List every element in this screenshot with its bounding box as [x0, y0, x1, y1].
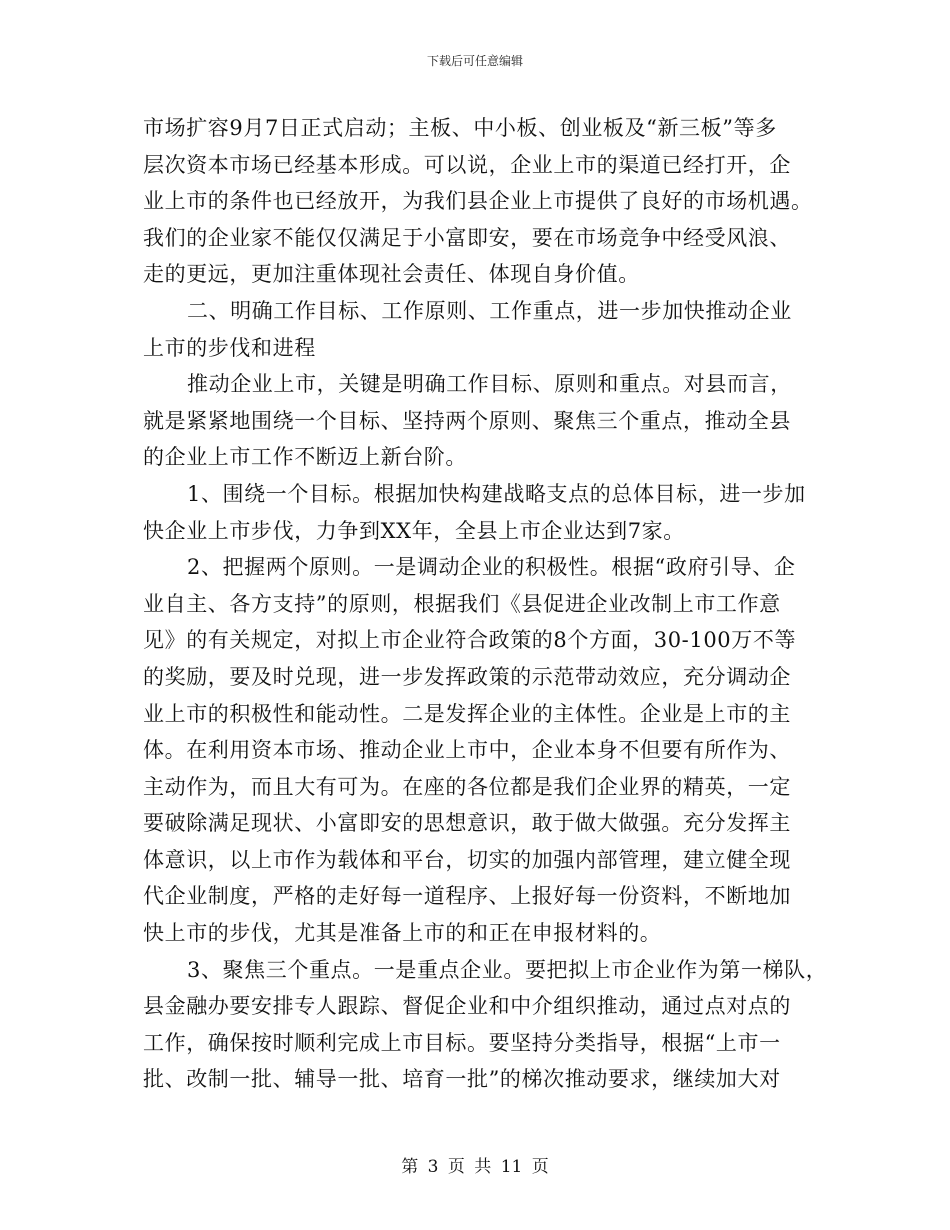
text-line: 体。在利用资本市场、推动企业上市中，企业本身不但要有所作为、 [143, 738, 791, 763]
page-header: 下载后可任意编辑 [426, 54, 523, 68]
text-line: 工作，确保按时顺利完成上市目标。要坚持分类指导，根据“上市一 [143, 1030, 781, 1055]
text-line: 走的更远，更加注重体现社会责任、体现自身价值。 [143, 262, 640, 287]
text-line: 我们的企业家不能仅仅满足于小富即安，要在市场竞争中经受风浪、 [143, 225, 791, 250]
text-line: 推动企业上市，关键是明确工作目标、原则和重点。对县而言， [187, 372, 792, 397]
text-line: 快企业上市步伐，力争到XX年，全县上市企业达到7家。 [143, 518, 685, 543]
text-line: 1、围绕一个目标。根据加快构建战略支点的总体目标，进一步加 [187, 481, 806, 506]
text-line: 的企业上市工作不断迈上新台阶。 [143, 445, 467, 470]
text-line: 上市的步伐和进程 [143, 335, 316, 360]
text-line: 二、明确工作目标、工作原则、工作重点，进一步加快推动企业 [187, 298, 792, 323]
text-line: 市场扩容9月7日正式启动；主板、中小板、创业板及“新三板”等多 [143, 116, 777, 140]
text-line: 批、改制一批、辅导一批、培育一批”的梯次推动要求，继续加大对 [143, 1067, 781, 1092]
text-line: 体意识，以上市作为载体和平台，切实的加强内部管理，建立健全现 [143, 847, 791, 872]
text-line: 就是紧紧地围绕一个目标、坚持两个原则、聚焦三个重点，推动全县 [143, 408, 791, 433]
document-body [143, 110, 833, 1098]
text-line: 业上市的条件也已经放开，为我们县企业上市提供了良好的市场机遇。 [143, 189, 813, 214]
text-line: 快上市的步伐，尤其是准备上市的和正在申报材料的。 [143, 921, 662, 946]
text-line: 3、聚焦三个重点。一是重点企业。要把拟上市企业作为第一梯队， [187, 957, 828, 982]
text-line: 主动作为，而且大有可为。在座的各位都是我们企业界的精英，一定 [143, 774, 791, 799]
text-line: 见》的有关规定，对拟上市企业符合政策的8个方面，30-100万不等 [143, 628, 797, 653]
text-line: 业上市的积极性和能动性。二是发挥企业的主体性。企业是上市的主 [143, 701, 791, 726]
text-line: 县金融办要安排专人跟踪、督促企业和中介组织推动，通过点对点的 [143, 994, 791, 1019]
text-line: 层次资本市场已经基本形成。可以说，企业上市的渠道已经打开，企 [143, 152, 791, 177]
text-line: 要破除满足现状、小富即安的思想意识，敢于做大做强。充分发挥主 [143, 811, 791, 836]
text-line: 代企业制度，严格的走好每一道程序、上报好每一份资料，不断地加 [143, 884, 791, 909]
text-line: 的奖励，要及时兑现，进一步发挥政策的示范带动效应，充分调动企 [143, 664, 791, 689]
text-line: 2、把握两个原则。一是调动企业的积极性。根据“政府引导、企 [187, 555, 796, 580]
page-footer: 第 3 页 共 11 页 [401, 1157, 549, 1177]
text-line: 业自主、各方支持”的原则，根据我们《县促进企业改制上市工作意 [143, 591, 781, 616]
